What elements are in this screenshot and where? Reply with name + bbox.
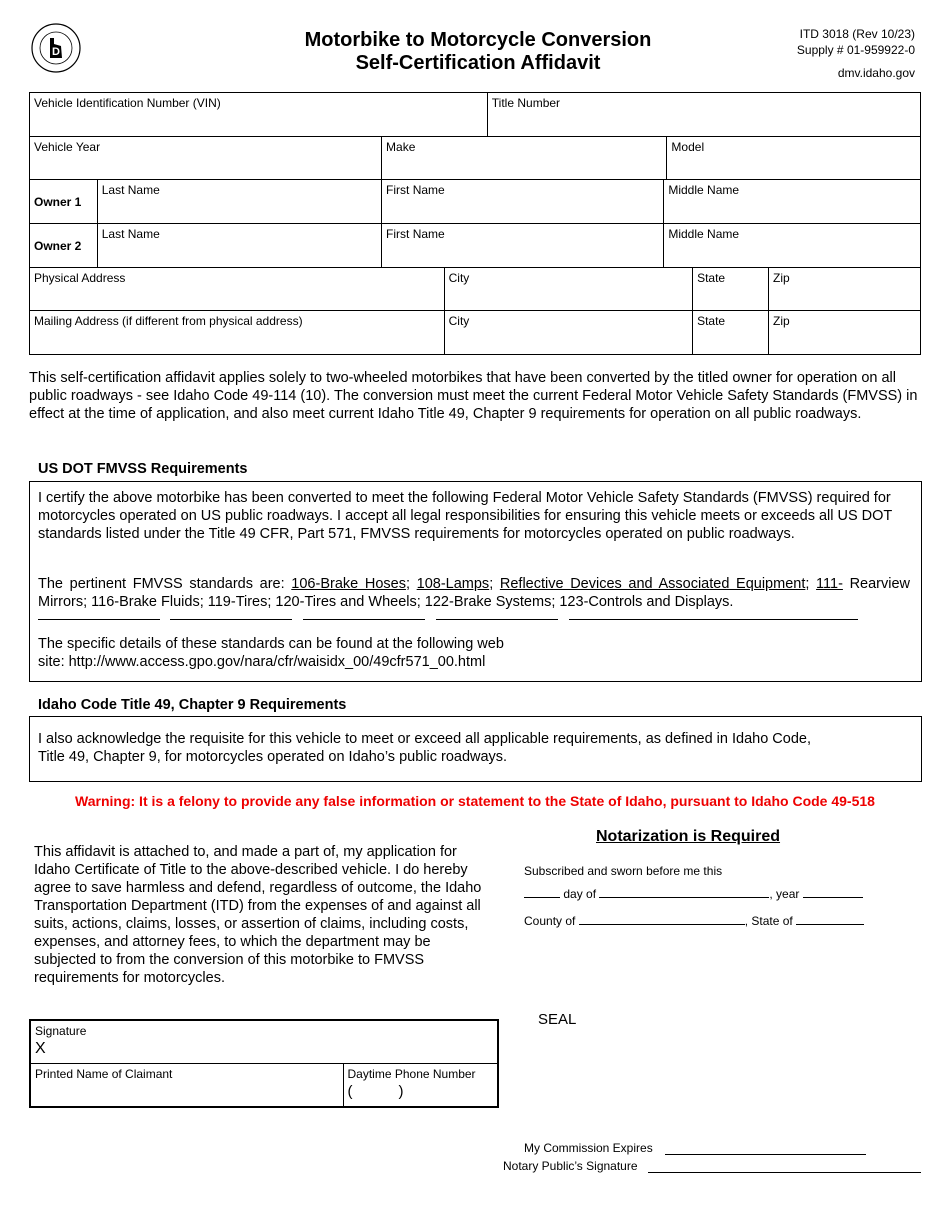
supply-number: Supply # 01-959922-0 [796,43,915,57]
fmvss-heading: US DOT FMVSS Requirements [38,461,248,477]
owner2-first-name-field[interactable] [382,224,664,268]
phone-close-paren: ) [398,1082,404,1100]
zip-label: Zip [773,314,790,328]
printed-name-field[interactable] [30,1063,343,1107]
city-label: City [448,271,470,285]
state-of-label: , State of [744,914,793,928]
physical-address-field[interactable] [30,268,445,311]
blank-line[interactable] [303,619,425,620]
fmvss-details [38,635,910,671]
standards-prefix: The pertinent FMVSS standards are: [38,576,285,592]
first-name-label: First Name [386,183,445,197]
city-label: City [448,314,470,328]
owner2-middle-name-field[interactable] [664,224,921,268]
state-label: State [697,271,726,285]
county-state-line [524,914,864,928]
std-rearview-mirrors: 111- [816,576,843,592]
day-year-line [524,887,863,901]
phone-open-paren: ( [347,1082,353,1100]
title-number-label: Title Number [491,96,561,110]
phone-label: Daytime Phone Number [347,1066,476,1081]
year-blank[interactable] [803,897,863,898]
commission-blank[interactable] [665,1154,866,1155]
notary-signature-blank[interactable] [648,1172,921,1173]
idaho-box [29,716,922,782]
title-number-field[interactable] [487,93,920,137]
title-line-2: Self-Certification Affidavit [355,52,601,74]
form-number: ITD 3018 (Rev 10/23) [799,27,915,41]
owner1-middle-name-field[interactable] [664,180,921,224]
phone-field[interactable] [343,1063,498,1107]
make-label: Make [386,140,416,154]
owner2-last-name-field[interactable] [97,224,381,268]
make-field[interactable] [382,137,667,180]
standards-rest: Rearview Mirrors; 116-Brake Fluids; 119-Tires; 120-Tires and Wheels; 122-Brake Systems; 123-Controls and Displays. [38,576,911,610]
county-blank[interactable] [579,924,745,925]
mailing-state-field[interactable] [693,311,769,355]
fmvss-paragraph: I certify the above motorbike has been converted to meet the following Federal Motor Vehicle Safety Standards (FMVSS) required for motorcycles operated on US public roadways. I accept all legal responsibilities for ensuring this vehicle meets or exceeds all US DOT standards listed under the Title 49 CFR, Part 571, FMVSS requirements for motorcycles operated on public roadways. [38,490,893,542]
state-blank[interactable] [796,924,864,925]
day-blank[interactable] [524,897,560,898]
last-name-label: Last Name [101,227,160,241]
year-label: , year [769,887,800,901]
mailing-city-field[interactable] [444,311,692,355]
details-line-1: The specific details of these standards can be found at the following web [38,636,504,652]
vehicle-owner-grid [29,92,921,355]
website: dmv.idaho.gov [837,66,915,80]
mailing-address-field[interactable] [30,311,445,355]
mailing-address-label: Mailing Address (if different from physical address) [34,314,303,328]
std-lamps: 108-Lamps [416,576,490,592]
vin-field[interactable] [30,93,488,137]
commission-label: My Commission Expires [524,1141,653,1155]
affidavit-paragraph: This affidavit is attached to, and made a part of, my application for Idaho Certificate of Title to the above-described vehicle. I do hereby agree to save harmless and defend, regardless of outcome, the Idaho Transportation Department (ITD) from the expenses of and against all suits, actions, claims, losses, or assertion of claims, including costs, expenses, and attorney fees, to which the department may be subjected to from the conversion of this motorbike to FMVSS requirements for motorcycles. [34,844,482,986]
owner-1-label: Owner 1 [30,180,98,224]
title-line-1: Motorbike to Motorcycle Conversion [304,29,652,51]
county-of-label: County of [524,914,576,928]
vehicle-year-label: Vehicle Year [34,140,101,154]
physical-city-field[interactable] [444,268,692,311]
owner-2-label: Owner 2 [30,224,98,268]
seal-label: SEAL [538,1011,577,1028]
vehicle-year-field[interactable] [30,137,382,180]
details-line-2: site: http://www.access.gpo.gov/nara/cfr/waisidx_00/49cfr571_00.html [38,654,486,670]
physical-zip-field[interactable] [769,268,921,311]
first-name-label: First Name [386,227,445,241]
model-label: Model [671,140,705,154]
physical-state-field[interactable] [693,268,769,311]
svg-text:D: D [52,46,60,58]
model-field[interactable] [667,137,921,180]
notary-signature-label: Notary Public’s Signature [503,1159,638,1173]
idaho-heading: Idaho Code Title 49, Chapter 9 Requirements [38,697,347,713]
signature-x-mark: X [35,1040,46,1057]
middle-name-label: Middle Name [668,227,740,241]
state-label: State [697,314,726,328]
blank-line[interactable] [170,619,292,620]
phone-parens [348,1083,494,1100]
physical-address-label: Physical Address [34,271,126,285]
printed-name-label: Printed Name of Claimant [35,1066,173,1081]
fmvss-standards: The pertinent FMVSS standards are: 106-Brake Hoses; 108-Lamps; Reflective Devices and Associated Equipment; 111- Rearview Mirrors; 116-Brake Fluids; 119-Tires; 120-Tires and Wheels; 122-Brake Systems; 123-Controls and Displays. [38,576,911,610]
signature-table [29,1019,499,1108]
fmvss-box [29,481,922,682]
month-blank[interactable] [599,897,769,898]
owner1-last-name-field[interactable] [97,180,381,224]
signature-field[interactable] [30,1020,498,1063]
std-reflective-devices: Reflective Devices and Associated Equipment [499,576,806,592]
blank-line[interactable] [675,619,858,620]
notary-heading: Notarization is Required [596,828,781,845]
day-of-label: day of [563,887,597,901]
blank-line[interactable] [569,619,691,620]
idaho-itd-logo [30,22,82,74]
form-title [240,29,716,75]
form-id [750,26,915,58]
vin-label: Vehicle Identification Number (VIN) [34,96,221,110]
last-name-label: Last Name [101,183,160,197]
felony-warning: Warning: It is a felony to provide any false information or statement to the State of Idaho, pursuant to Idaho Code 49-518 [75,793,875,809]
blank-line[interactable] [436,619,558,620]
owner1-first-name-field[interactable] [382,180,664,224]
idaho-paragraph: I also acknowledge the requisite for this vehicle to meet or exceed all applicable requirements, as defined in Idaho Code, Title 49, Chapter 9, for motorcycles operated on Idaho’s public roadways. [38,731,811,765]
std-brake-hoses: 106-Brake Hoses [291,576,406,592]
signature-label: Signature [35,1024,87,1038]
middle-name-label: Middle Name [668,183,740,197]
mailing-zip-field[interactable] [769,311,921,355]
intro-paragraph: This self-certification affidavit applies solely to two-wheeled motorbikes that have been converted by the titled owner for operation on all public roadways - see Idaho Code 49-114 (10). The conversion must meet the current Federal Motor Vehicle Safety Standards (FMVSS) in effect at the time of application, and also meet current Idaho Title 49, Chapter 9 requirements for operation on all public roadways. [29,370,918,422]
zip-label: Zip [773,271,790,285]
subscribed-text: Subscribed and sworn before me this [524,864,723,878]
blank-line[interactable] [38,619,160,620]
